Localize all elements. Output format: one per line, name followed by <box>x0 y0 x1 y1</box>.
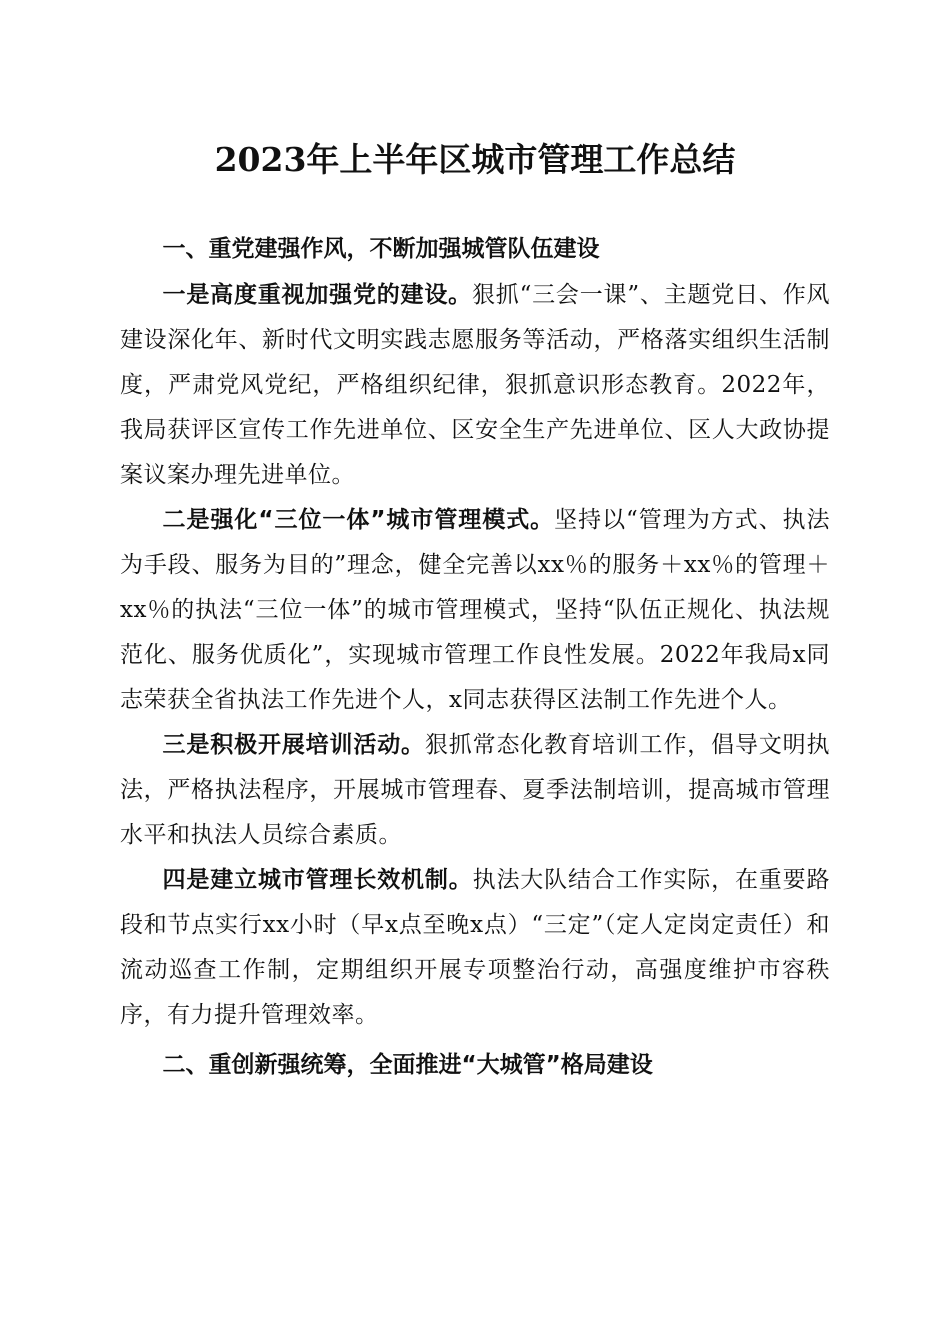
paragraph-text: 狠抓常态化教育培训工作，倡导文明执法，严格执法程序，开展城市管理春、夏季法制培训，提高城市管理水平和执法人员综合素质。 <box>120 732 831 848</box>
paragraph-lead: 一是高度重视加强党的建设。 <box>162 282 472 308</box>
paragraph-text: 狠抓“三会一课”、主题党日、作风建设深化年、新时代文明实践志愿服务等活动，严格落实组织生活制度，严肃党风党纪，严格组织纪律，狠抓意识形态教育。2022年，我局获评区宣传工作先进单位、区安全生产先进单位、区人大政协提案议案办理先进单位。 <box>120 282 830 488</box>
section-heading-2: 二、重创新强统筹，全面推进“大城管”格局建设 <box>162 1052 653 1078</box>
document-body <box>120 226 830 1089</box>
paragraph-3 <box>120 723 830 858</box>
paragraph-lead: 二是强化“三位一体”城市管理模式。 <box>162 507 555 533</box>
paragraph-lead: 四是建立城市管理长效机制。 <box>162 867 473 893</box>
section-heading-1: 一、重党建强作风，不断加强城管队伍建设 <box>162 236 600 262</box>
paragraph-lead: 三是积极开展培训活动。 <box>162 732 425 758</box>
paragraph-1 <box>120 273 830 498</box>
paragraph-text: 坚持以“管理为方式、执法为手段、服务为目的”理念，健全完善以xx％的服务＋xx％的管理＋xx％的执法“三位一体”的城市管理模式，坚持“队伍正规化、执法规范化、服务优质化”，实现城市管理工作良性发展。2022年我局x同志荣获全省执法工作先进个人，x同志获得区法制工作先进个人。 <box>120 507 831 713</box>
paragraph-text: 执法大队结合工作实际，在重要路段和节点实行xx小时（早x点至晚x点）“三定”（定人定岗定责任）和流动巡查工作制，定期组织开展专项整治行动，高强度维护市容秩序，有力提升管理效率。 <box>120 867 831 1028</box>
paragraph-4 <box>120 858 830 1038</box>
paragraph-2 <box>120 498 830 723</box>
document-title: 2023年上半年区城市管理工作总结 <box>214 140 736 179</box>
